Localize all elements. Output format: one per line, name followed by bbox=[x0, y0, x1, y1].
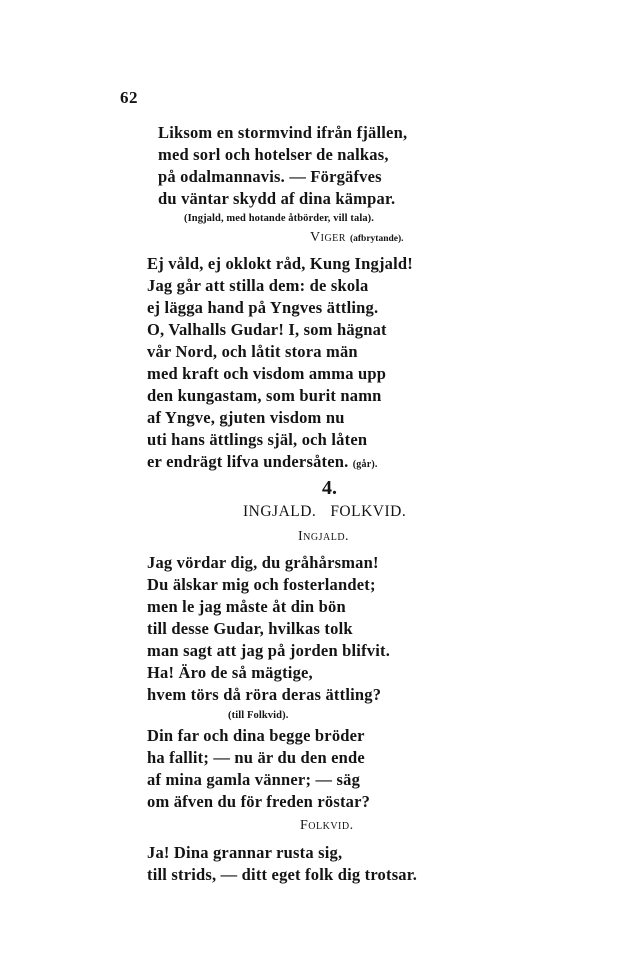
verse-text: er endrägt lifva undersåten. bbox=[147, 452, 349, 471]
verse-line: Du älskar mig och fosterlandet; bbox=[147, 575, 376, 594]
speaker-note: (afbrytande). bbox=[349, 234, 404, 244]
page-number: 62 bbox=[120, 88, 138, 107]
verse-line: Ej våld, ej oklokt råd, Kung Ingjald! bbox=[147, 254, 413, 273]
verse-line: af mina gamla vänner; — säg bbox=[147, 770, 361, 789]
verse-line: Jag vördar dig, du gråhårsman! bbox=[147, 553, 379, 572]
verse-line: du väntar skydd af dina kämpar. bbox=[158, 189, 396, 208]
speaker-name: Ingjald. bbox=[298, 529, 350, 544]
verse-line: den kungastam, som burit namn bbox=[147, 386, 382, 405]
stage-direction: (Ingjald, med hotande åtbörder, vill tala). bbox=[184, 213, 375, 224]
speaker-label: Viger bbox=[310, 230, 346, 245]
verse-line-with-note bbox=[147, 452, 378, 475]
verse-line: med sorl och hotelser de nalkas, bbox=[158, 145, 389, 164]
verse-line: man sagt att jag på jorden blifvit. bbox=[147, 641, 391, 660]
scene-number: 4. bbox=[322, 477, 337, 499]
verse-line: hvem törs då röra deras ättling? bbox=[147, 685, 382, 704]
speaker-name: Folkvid. bbox=[300, 818, 354, 833]
scene-character-2: FOLKVID. bbox=[330, 503, 407, 520]
verse-line: vår Nord, och låtit stora män bbox=[147, 342, 358, 361]
verse-line: ej lägga hand på Yngves ättling. bbox=[147, 298, 379, 317]
exit-note: (går). bbox=[352, 459, 378, 470]
verse-line: med kraft och visdom amma upp bbox=[147, 364, 387, 383]
speaker-name bbox=[310, 230, 404, 246]
verse-line: Din far och dina begge bröder bbox=[147, 726, 365, 745]
scene-title bbox=[243, 503, 420, 521]
verse-line: till strids, — ditt eget folk dig trotsar. bbox=[147, 865, 418, 884]
verse-line: men le jag måste åt din bön bbox=[147, 597, 346, 616]
verse-line: om äfven du för freden röstar? bbox=[147, 792, 371, 811]
verse-line: Ha! Äro de så mägtige, bbox=[147, 663, 313, 682]
verse-line: på odalmannavis. — Förgäfves bbox=[158, 167, 382, 186]
verse-line: af Yngve, gjuten visdom nu bbox=[147, 408, 345, 427]
verse-line: Jag går att stilla dem: de skola bbox=[147, 276, 369, 295]
verse-line: O, Valhalls Gudar! I, som hägnat bbox=[147, 320, 387, 339]
verse-line: uti hans ättlings själ, och låten bbox=[147, 430, 368, 449]
verse-line: Liksom en stormvind ifrån fjällen, bbox=[158, 123, 408, 142]
verse-line: Ja! Dina grannar rusta sig, bbox=[147, 843, 343, 862]
stage-direction: (till Folkvid). bbox=[228, 710, 289, 721]
verse-line: till desse Gudar, hvilkas tolk bbox=[147, 619, 353, 638]
scene-character-1: INGJALD. bbox=[243, 503, 317, 520]
verse-line: ha fallit; — nu är du den ende bbox=[147, 748, 365, 767]
